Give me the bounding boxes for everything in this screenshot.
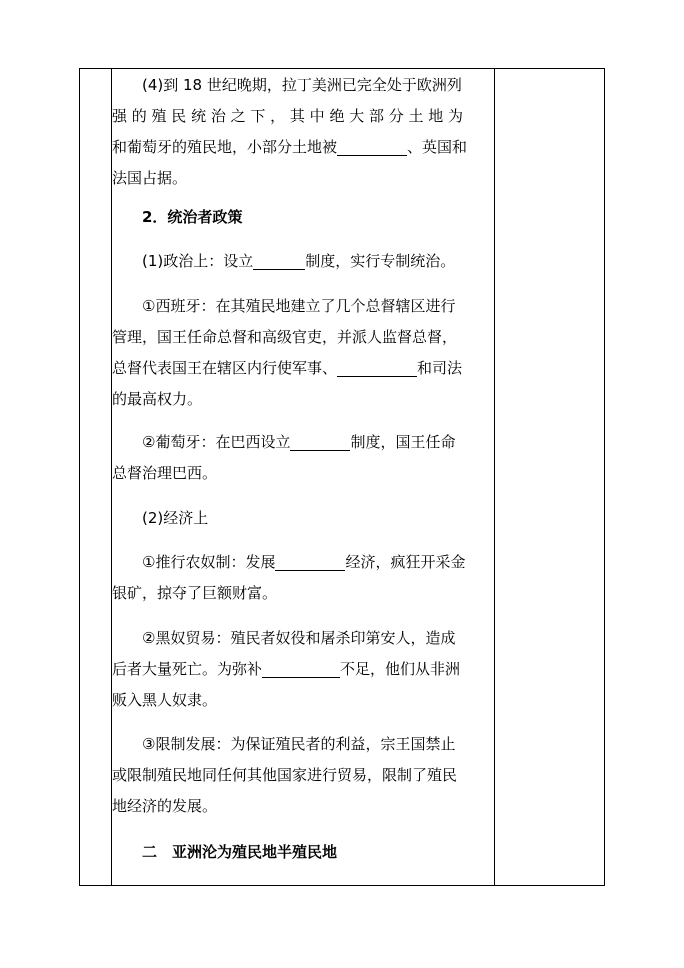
fill-blank[interactable] [262,659,340,678]
text-line: 或限制殖民地同任何其他国家进行贸易，限制了殖民 [112,766,458,784]
paragraph-politics: (1)政治上：设立 制度，实行专制统治。 [142,252,456,270]
paragraph-serfdom: ①推行农奴制：发展 经济，疯狂开采金 银矿，掠夺了巨额财富。 [112,547,492,609]
fill-blank[interactable] [275,552,345,571]
text-line: 法国占据。 [112,169,188,187]
text-line: ①西班牙：在其殖民地建立了几个总督辖区进行 [142,297,456,315]
section-heading-policy: 2．统治者政策 [142,208,243,226]
paragraph-restriction [112,729,492,822]
section-heading-asia: 二 亚洲沦为殖民地半殖民地 [142,843,338,861]
text-line: 地经济的发展。 [112,797,218,815]
text-line: 银矿，掠夺了巨额财富。 [112,584,278,602]
text-line: 贩入黑人奴隶。 [112,691,218,709]
paragraph-portugal: ②葡萄牙：在巴西设立 制度，国王任命 总督治理巴西。 [112,427,492,489]
text-line: 强 的 殖 民 统 治 之 下 ， 其 中 绝 大 部 分 土 地 为 [112,107,464,125]
paragraph-spain: ①西班牙：在其殖民地建立了几个总督辖区进行 管理，国王任命总督和高级官吏，并派人监督总督， 总督代表国王在辖区内行使军事、 和司法 的最高权力。 [112,291,492,415]
fill-blank[interactable] [337,137,407,156]
column-divider-right [494,68,495,886]
paragraph-slave-trade: ②黑奴贸易：殖民者奴役和屠杀印第安人，造成 后者大量死亡。为弥补 不足，他们从非洲 贩入黑人奴隶。 [112,623,492,716]
text-line: (4)到 18 世纪晚期，拉丁美洲已完全处于欧洲列 [142,76,462,94]
text-line: ②黑奴贸易：殖民者奴役和屠杀印第安人，造成 [142,629,456,647]
paragraph-economy-heading: (2)经济上 [142,509,209,527]
text-line: ③限制发展：为保证殖民者的利益，宗王国禁止 [142,735,456,753]
text-line: 管理，国王任命总督和高级官吏，并派人监督总督， [112,328,458,346]
paragraph-latin-america-status [112,70,492,194]
text-line: 的最高权力。 [112,390,203,408]
text-line: 和葡萄牙的殖民地，小部分土地被 、英国和 [112,138,468,156]
text-line: 总督治理巴西。 [112,464,218,482]
fill-blank[interactable] [337,358,417,377]
fill-blank[interactable] [253,251,305,270]
fill-blank[interactable] [290,432,350,451]
